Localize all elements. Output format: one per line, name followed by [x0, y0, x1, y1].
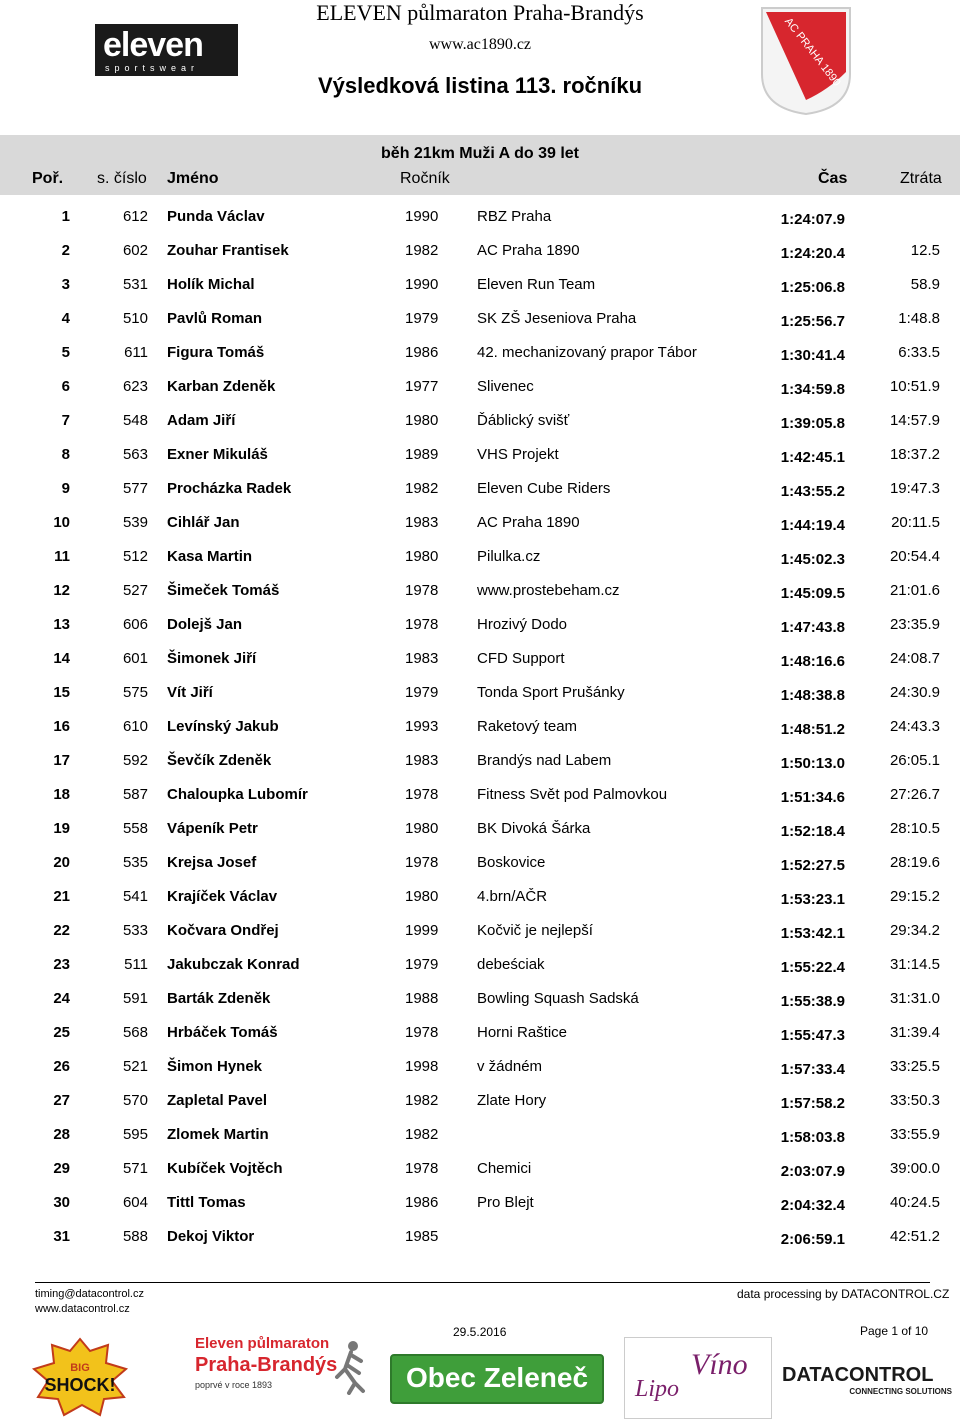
row-pos: 26	[53, 1058, 70, 1075]
row-number: 591	[122, 990, 148, 1007]
row-time: 1:47:43.8	[780, 619, 845, 636]
row-pos: 14	[53, 650, 70, 667]
row-time: 1:25:06.8	[780, 279, 845, 296]
row-number: 570	[122, 1092, 148, 1109]
row-loss: 31:31.0	[889, 990, 940, 1007]
footer-date: 29.5.2016	[453, 1325, 507, 1339]
big-shock-top: BIG	[70, 1362, 90, 1374]
row-pos: 11	[54, 548, 70, 565]
site-url: www.ac1890.cz	[428, 36, 532, 53]
row-pos: 17	[53, 752, 70, 769]
row-club: Slivenec	[477, 378, 534, 395]
row-club: Eleven Run Team	[477, 276, 596, 293]
row-club: Pro Blejt	[477, 1194, 534, 1211]
row-time: 1:25:56.7	[780, 313, 845, 330]
row-name: Šimon Hynek	[167, 1058, 263, 1075]
row-name: Exner Mikuláš	[167, 446, 268, 463]
row-number: 531	[122, 276, 148, 293]
row-name: Pavlů Roman	[167, 310, 263, 327]
row-name: Procházka Radek	[167, 480, 292, 497]
row-year: 1978	[405, 1024, 439, 1041]
row-loss: 24:30.9	[889, 684, 940, 701]
row-pos: 25	[53, 1024, 70, 1041]
table-row	[0, 242, 960, 276]
table-row	[0, 1160, 960, 1194]
row-year: 1978	[405, 854, 439, 871]
table-row	[0, 446, 960, 480]
row-club: Fitness Svět pod Palmovkou	[477, 786, 668, 803]
table-row	[0, 888, 960, 922]
row-loss: 42:51.2	[889, 1228, 940, 1245]
row-time: 1:44:19.4	[780, 517, 845, 534]
row-time: 2:06:59.1	[780, 1231, 845, 1248]
row-pos: 7	[61, 412, 70, 429]
row-club: Raketový team	[477, 718, 578, 735]
row-pos: 20	[53, 854, 70, 871]
lipo-vino-logo	[624, 1337, 772, 1419]
row-number: 610	[122, 718, 148, 735]
row-club: RBZ Praha	[477, 208, 552, 225]
row-year: 1980	[405, 548, 439, 565]
row-year: 1978	[405, 616, 439, 633]
row-year: 1982	[405, 1126, 439, 1143]
race-logo-line2: Praha-Brandýs	[195, 1354, 338, 1376]
row-number: 539	[122, 514, 148, 531]
vino-word: Víno	[691, 1348, 748, 1381]
row-time: 1:24:07.9	[780, 211, 845, 228]
page-title: ELEVEN půlmaraton Praha-Brandýs	[316, 0, 644, 25]
row-pos: 3	[61, 276, 70, 293]
row-loss: 1:48.8	[898, 310, 940, 327]
footer-processing: data processing by DATACONTROL.CZ	[737, 1287, 950, 1301]
row-name: Šimeček Tomáš	[167, 582, 280, 599]
row-name: Krajíček Václav	[167, 888, 278, 905]
row-name: Jakubczak Konrad	[167, 956, 300, 973]
table-row	[0, 820, 960, 854]
row-time: 1:48:16.6	[780, 653, 845, 670]
row-name: Chaloupka Lubomír	[167, 786, 308, 803]
table-row	[0, 956, 960, 990]
row-year: 1985	[405, 1228, 439, 1245]
table-row	[0, 310, 960, 344]
row-name: Krejsa Josef	[167, 854, 257, 871]
row-loss: 6:33.5	[898, 344, 940, 361]
row-time: 1:42:45.1	[780, 449, 845, 466]
row-name: Zouhar Frantisek	[167, 242, 289, 259]
row-year: 1979	[405, 684, 439, 701]
row-time: 1:43:55.2	[780, 483, 845, 500]
row-year: 1980	[405, 888, 439, 905]
row-number: 521	[122, 1058, 148, 1075]
row-name: Dolejš Jan	[167, 616, 243, 633]
row-number: 606	[122, 616, 148, 633]
table-row	[0, 990, 960, 1024]
row-time: 1:48:51.2	[780, 721, 845, 738]
row-year: 1980	[405, 820, 439, 837]
row-number: 592	[122, 752, 148, 769]
row-time: 1:45:09.5	[780, 585, 845, 602]
row-name: Holík Michal	[167, 276, 255, 293]
row-loss: 10:51.9	[889, 378, 940, 395]
row-club: Eleven Cube Riders	[477, 480, 611, 497]
row-club: v žádném	[477, 1058, 543, 1075]
table-row	[0, 1228, 960, 1262]
table-row	[0, 616, 960, 650]
table-row	[0, 1126, 960, 1160]
row-pos: 30	[53, 1194, 70, 1211]
row-year: 1989	[405, 446, 439, 463]
big-shock-logo	[30, 1337, 130, 1417]
col-header-loss: Ztráta	[900, 170, 942, 187]
row-pos: 21	[53, 888, 70, 905]
table-row	[0, 786, 960, 820]
row-pos: 18	[53, 786, 70, 803]
row-number: 602	[122, 242, 148, 259]
row-pos: 31	[53, 1228, 70, 1245]
row-number: 568	[122, 1024, 148, 1041]
row-club: Bowling Squash Sadská	[477, 990, 639, 1007]
row-pos: 2	[61, 242, 70, 259]
row-loss: 28:10.5	[889, 820, 940, 837]
row-club: BK Divoká Šárka	[477, 820, 591, 837]
row-time: 1:34:59.8	[780, 381, 845, 398]
row-number: 577	[122, 480, 148, 497]
row-number: 512	[122, 548, 148, 565]
row-number: 558	[122, 820, 148, 837]
row-pos: 9	[61, 480, 70, 497]
row-club: AC Praha 1890	[477, 514, 580, 531]
row-loss: 21:01.6	[889, 582, 940, 599]
row-number: 595	[122, 1126, 148, 1143]
row-time: 1:39:05.8	[780, 415, 845, 432]
row-club: 4.brn/AČR	[477, 888, 548, 905]
row-pos: 24	[53, 990, 70, 1007]
row-name: Karban Zdeněk	[167, 378, 276, 395]
row-number: 527	[122, 582, 148, 599]
table-row	[0, 582, 960, 616]
row-name: Cihlář Jan	[167, 514, 240, 531]
row-pos: 5	[61, 344, 70, 361]
row-club: Brandýs nad Labem	[477, 752, 612, 769]
row-club: AC Praha 1890	[477, 242, 580, 259]
row-name: Vápeník Petr	[167, 820, 258, 837]
row-loss: 29:34.2	[889, 922, 940, 939]
row-name: Kočvara Ondřej	[167, 922, 279, 939]
row-time: 1:45:02.3	[780, 551, 845, 568]
row-number: 510	[122, 310, 148, 327]
row-loss: 24:43.3	[889, 718, 940, 735]
row-club: Chemici	[477, 1160, 532, 1177]
row-year: 1982	[405, 242, 439, 259]
row-loss: 33:55.9	[889, 1126, 940, 1143]
row-name: Zlomek Martin	[167, 1126, 269, 1143]
table-row	[0, 650, 960, 684]
row-name: Vít Jiří	[167, 684, 213, 701]
row-loss: 19:47.3	[889, 480, 940, 497]
row-name: Hrbáček Tomáš	[167, 1024, 278, 1041]
row-club: VHS Projekt	[477, 446, 559, 463]
row-club: CFD Support	[477, 650, 565, 667]
row-pos: 29	[53, 1160, 70, 1177]
row-number: 571	[122, 1160, 148, 1177]
row-loss: 28:19.6	[889, 854, 940, 871]
row-loss: 24:08.7	[889, 650, 940, 667]
table-row	[0, 1024, 960, 1058]
row-club: www.prostebeham.cz	[477, 582, 620, 599]
row-year: 1998	[405, 1058, 439, 1075]
eleven-logo-word: eleven	[103, 26, 203, 64]
row-loss: 31:39.4	[889, 1024, 940, 1041]
row-pos: 23	[53, 956, 70, 973]
row-pos: 13	[53, 616, 70, 633]
row-year: 1982	[405, 1092, 439, 1109]
row-time: 1:57:33.4	[780, 1061, 845, 1078]
row-name: Levínský Jakub	[167, 718, 279, 735]
obec-zelenec-logo	[390, 1354, 604, 1404]
col-header-num: s. číslo	[97, 170, 147, 187]
row-year: 1999	[405, 922, 439, 939]
lipo-word: Lipo	[635, 1376, 680, 1402]
race-logo-line3: poprvé v roce 1893	[195, 1380, 273, 1390]
row-pos: 27	[53, 1092, 70, 1109]
row-club: Hrozivý Dodo	[477, 616, 568, 633]
row-club: SK ZŠ Jeseniova Praha	[477, 310, 637, 327]
row-name: Ševčík Zdeněk	[167, 752, 272, 769]
row-club: Ďáblický svišť	[477, 412, 570, 429]
row-club: Boskovice	[477, 854, 546, 871]
row-year: 1979	[405, 956, 439, 973]
col-header-year: Ročník	[400, 170, 450, 187]
row-number: 611	[124, 344, 148, 361]
row-name: Adam Jiří	[167, 412, 236, 429]
row-pos: 6	[61, 378, 70, 395]
row-year: 1978	[405, 582, 439, 599]
row-name: Kubíček Vojtěch	[167, 1160, 283, 1177]
table-row	[0, 752, 960, 786]
table-row	[0, 208, 960, 242]
row-time: 1:53:42.1	[780, 925, 845, 942]
row-name: Figura Tomáš	[167, 344, 265, 361]
row-number: 511	[124, 956, 148, 973]
row-year: 1980	[405, 412, 439, 429]
row-name: Barták Zdeněk	[167, 990, 271, 1007]
row-year: 1993	[405, 718, 439, 735]
row-loss: 27:26.7	[889, 786, 940, 803]
row-club: Kočvič je nejlepší	[477, 922, 593, 939]
category-title: běh 21km Muži A do 39 let	[381, 145, 579, 162]
row-time: 1:30:41.4	[780, 347, 845, 364]
row-number: 575	[122, 684, 148, 701]
runner-icon	[333, 1339, 367, 1395]
row-time: 2:04:32.4	[780, 1197, 845, 1214]
big-shock-main: SHOCK!	[44, 1375, 116, 1395]
row-pos: 15	[53, 684, 70, 701]
row-name: Šimonek Jiří	[167, 650, 257, 667]
table-row	[0, 378, 960, 412]
row-time: 1:57:58.2	[780, 1095, 845, 1112]
obec-zelenec-text: Obec Zeleneč	[405, 1362, 589, 1393]
row-pos: 10	[53, 514, 70, 531]
row-time: 1:55:22.4	[780, 959, 845, 976]
row-club: Tonda Sport Prušánky	[477, 684, 625, 701]
row-pos: 16	[53, 718, 70, 735]
table-row	[0, 344, 960, 378]
row-name: Kasa Martin	[167, 548, 253, 565]
row-number: 533	[122, 922, 148, 939]
row-name: Tittl Tomas	[167, 1194, 246, 1211]
row-club: Pilulka.cz	[477, 548, 541, 565]
row-time: 1:55:38.9	[780, 993, 845, 1010]
row-number: 612	[122, 208, 148, 225]
row-name: Zapletal Pavel	[167, 1092, 268, 1109]
row-time: 2:03:07.9	[780, 1163, 845, 1180]
row-loss: 33:25.5	[889, 1058, 940, 1075]
row-club: Horni Raštice	[477, 1024, 568, 1041]
results-subtitle: Výsledková listina 113. ročníku	[317, 73, 643, 98]
row-year: 1983	[405, 650, 439, 667]
table-row	[0, 548, 960, 582]
row-loss: 33:50.3	[889, 1092, 940, 1109]
row-year: 1983	[405, 752, 439, 769]
row-year: 1977	[405, 378, 439, 395]
row-year: 1990	[405, 276, 439, 293]
table-row	[0, 854, 960, 888]
table-row	[0, 718, 960, 752]
row-number: 623	[122, 378, 148, 395]
row-pos: 28	[53, 1126, 70, 1143]
row-pos: 1	[61, 208, 70, 225]
row-pos: 19	[53, 820, 70, 837]
row-loss: 58.9	[910, 276, 940, 293]
col-header-pos: Poř.	[32, 170, 64, 187]
row-loss: 29:15.2	[889, 888, 940, 905]
row-number: 588	[122, 1228, 148, 1245]
row-number: 541	[122, 888, 148, 905]
row-name: Dekoj Viktor	[167, 1228, 255, 1245]
col-header-name: Jméno	[167, 170, 219, 187]
row-year: 1983	[405, 514, 439, 531]
row-loss: 31:14.5	[889, 956, 940, 973]
footer-website: www.datacontrol.cz	[35, 1303, 130, 1315]
ac-praha-logo	[758, 4, 854, 116]
row-name: Punda Václav	[167, 208, 265, 225]
row-club: debeściak	[477, 956, 545, 973]
row-time: 1:50:13.0	[780, 755, 845, 772]
row-year: 1982	[405, 480, 439, 497]
row-club: 42. mechanizovaný prapor Tábor	[477, 344, 697, 361]
row-time: 1:58:03.8	[780, 1129, 845, 1146]
race-logo-line1: Eleven půlmaraton	[195, 1335, 330, 1352]
row-loss: 23:35.9	[889, 616, 940, 633]
race-logo	[195, 1335, 370, 1397]
row-pos: 4	[61, 310, 70, 327]
row-club: Zlate Hory	[477, 1092, 547, 1109]
row-loss: 39:00.0	[889, 1160, 940, 1177]
row-time: 1:55:47.3	[780, 1027, 845, 1044]
row-year: 1978	[405, 1160, 439, 1177]
row-year: 1986	[405, 344, 439, 361]
table-row	[0, 1058, 960, 1092]
row-pos: 8	[61, 446, 70, 463]
table-row	[0, 922, 960, 956]
row-pos: 22	[53, 922, 70, 939]
table-row	[0, 1092, 960, 1126]
row-year: 1986	[405, 1194, 439, 1211]
row-loss: 12.5	[910, 242, 940, 259]
row-pos: 12	[53, 582, 70, 599]
row-year: 1978	[405, 786, 439, 803]
col-header-time: Čas	[818, 170, 848, 187]
datacontrol-sub: CONNECTING SOLUTIONS	[849, 1387, 952, 1396]
table-row	[0, 514, 960, 548]
row-number: 548	[122, 412, 148, 429]
row-number: 587	[122, 786, 148, 803]
row-loss: 14:57.9	[889, 412, 940, 429]
row-time: 1:48:38.8	[780, 687, 845, 704]
row-time: 1:24:20.4	[780, 245, 845, 262]
row-number: 601	[122, 650, 148, 667]
row-time: 1:53:23.1	[780, 891, 845, 908]
row-year: 1988	[405, 990, 439, 1007]
footer-divider	[35, 1282, 930, 1283]
row-year: 1990	[405, 208, 439, 225]
row-number: 604	[122, 1194, 148, 1211]
table-row	[0, 276, 960, 310]
eleven-logo-sub: sportswear	[105, 63, 200, 73]
row-year: 1979	[405, 310, 439, 327]
table-row	[0, 1194, 960, 1228]
eleven-logo	[95, 24, 238, 76]
table-row	[0, 480, 960, 514]
row-time: 1:52:18.4	[780, 823, 845, 840]
row-loss: 26:05.1	[889, 752, 940, 769]
row-loss: 18:37.2	[889, 446, 940, 463]
footer-page: Page 1 of 10	[860, 1324, 929, 1338]
row-number: 535	[122, 854, 148, 871]
datacontrol-word: DATACONTROL	[782, 1364, 934, 1386]
datacontrol-logo	[782, 1364, 957, 1398]
table-row	[0, 412, 960, 446]
ac-praha-logo-text: AC PRAHA 1890	[782, 15, 843, 89]
row-loss: 20:54.4	[889, 548, 940, 565]
row-time: 1:51:34.6	[780, 789, 845, 806]
row-time: 1:52:27.5	[780, 857, 845, 874]
row-number: 563	[122, 446, 148, 463]
table-row	[0, 684, 960, 718]
row-loss: 20:11.5	[891, 514, 940, 531]
row-loss: 40:24.5	[889, 1194, 940, 1211]
footer-email: timing@datacontrol.cz	[35, 1288, 144, 1300]
